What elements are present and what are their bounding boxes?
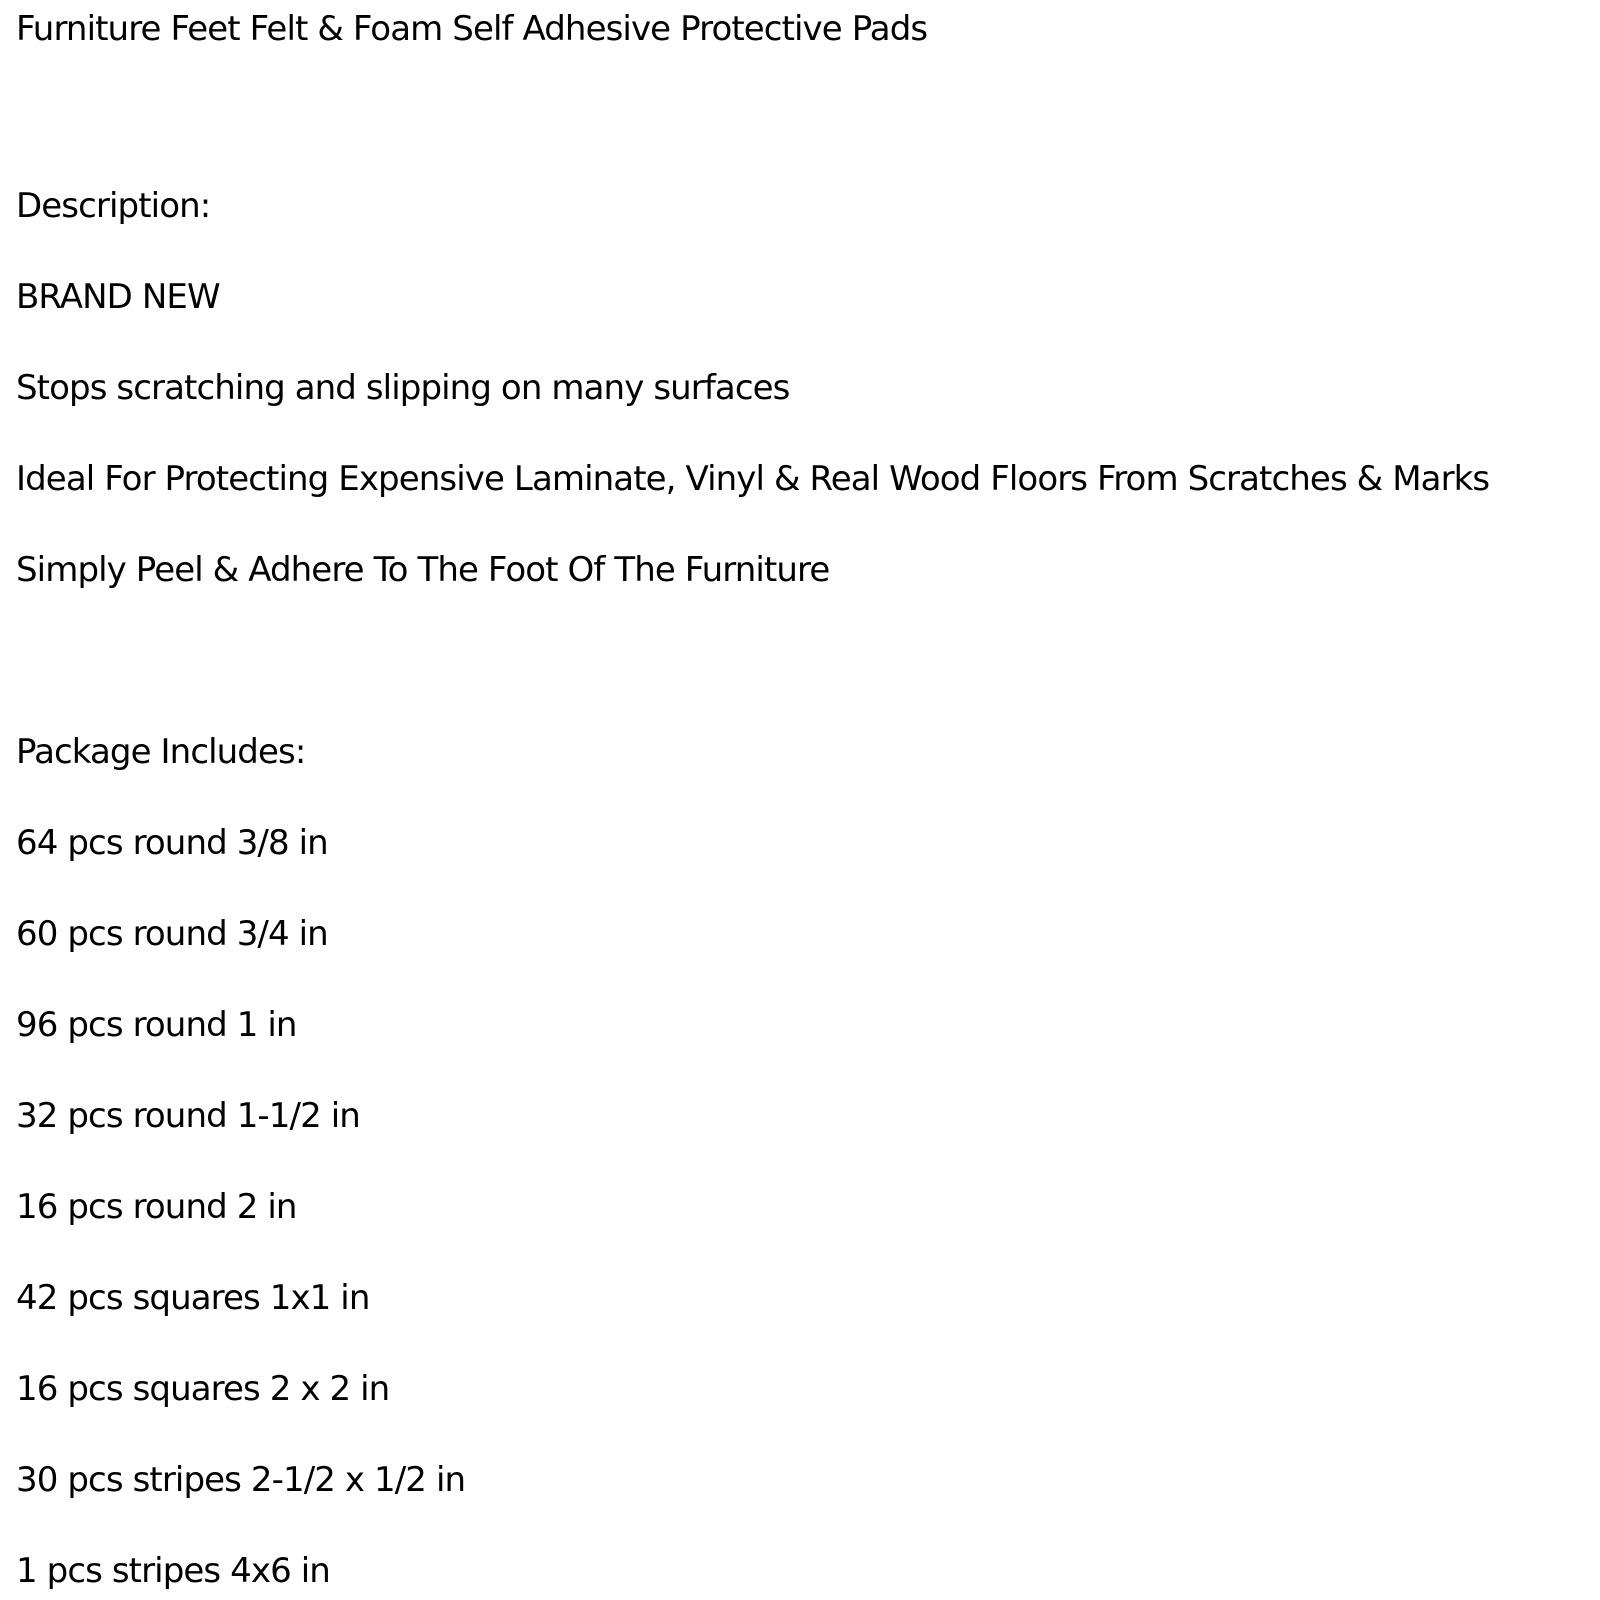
package-item: 64 pcs round 3/8 in — [16, 823, 328, 863]
description-heading: Description: — [16, 186, 211, 226]
document-body — [16, 0, 1586, 1600]
document-title: Furniture Feet Felt & Foam Self Adhesive Protective Pads — [16, 9, 928, 49]
package-item: 16 pcs round 2 in — [16, 1187, 297, 1227]
package-heading: Package Includes: — [16, 732, 306, 772]
description-line: Ideal For Protecting Expensive Laminate, Vinyl & Real Wood Floors From Scratches & Marks — [16, 459, 1490, 499]
package-item: 16 pcs squares 2 x 2 in — [16, 1369, 390, 1409]
package-item: 30 pcs stripes 2-1/2 x 1/2 in — [16, 1460, 466, 1500]
package-item: 1 pcs stripes 4x6 in — [16, 1551, 330, 1591]
description-line: Simply Peel & Adhere To The Foot Of The Furniture — [16, 550, 830, 590]
description-line: Stops scratching and slipping on many surfaces — [16, 368, 790, 408]
description-line: BRAND NEW — [16, 277, 220, 317]
package-item: 96 pcs round 1 in — [16, 1005, 297, 1045]
package-item: 60 pcs round 3/4 in — [16, 914, 328, 954]
package-item: 42 pcs squares 1x1 in — [16, 1278, 370, 1318]
package-item: 32 pcs round 1-1/2 in — [16, 1096, 360, 1136]
